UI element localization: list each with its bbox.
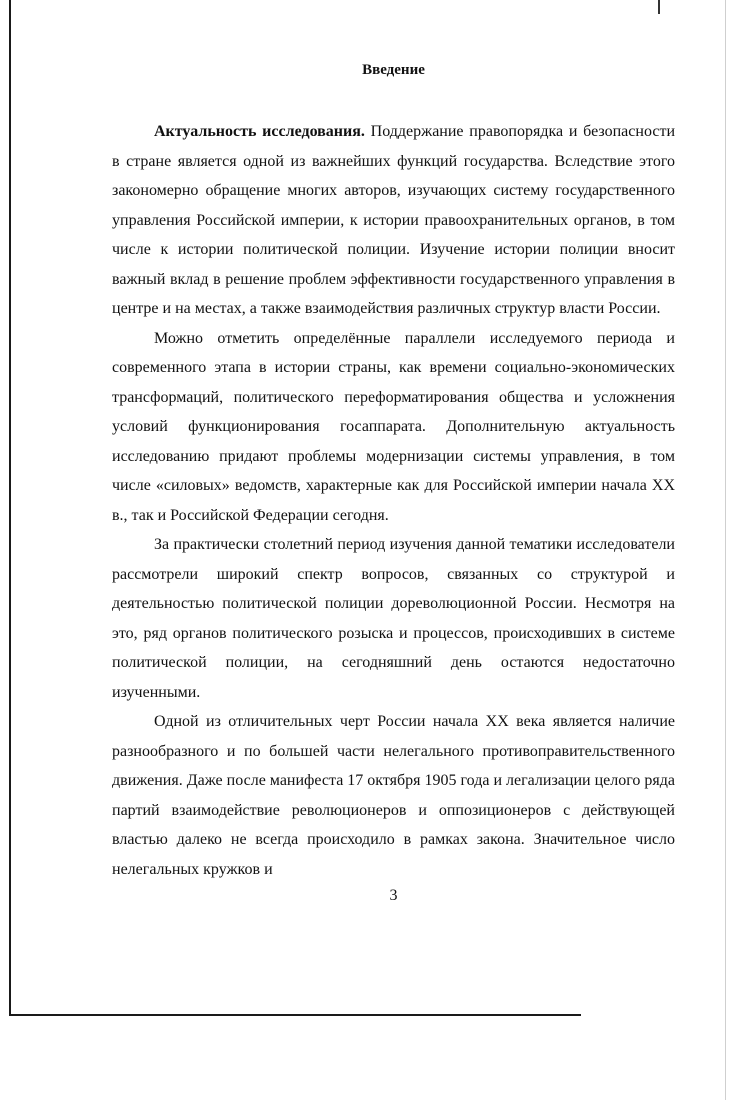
paragraph-relevance <box>112 117 675 324</box>
paragraph-text: Одной из отличительных черт России начала XX века является наличие разнообразного и по большей части нелегального противоправительственного движения. Даже после манифеста 17 октября 1905 года и легализации целого ряда партий взаимодействие революционеров и оппозиционеров с действующей властью далеко не всегда происходило в рамках закона. Значительное число нелегальных кружков и <box>112 713 675 878</box>
paragraph-text: Можно отметить определённые параллели исследуемого периода и современного этапа в истории страны, как времени социально-экономических трансформаций, политического переформатирования общества и усложнения условий функционирования госаппарата. Дополнительную актуальность исследованию придают проблемы модернизации системы управления, в том числе «силовых» ведомств, характерные как для Российской империи начала XX в., так и Российской Федерации сегодня. <box>112 329 675 524</box>
document-page <box>112 60 676 904</box>
paragraph <box>112 324 675 531</box>
scan-border-left <box>9 0 11 1016</box>
scan-edge-right <box>725 0 726 1100</box>
paragraph-text: За практически столетний период изучения данной тематики исследователи рассмотрели широкий спектр вопросов, связанных со структурой и деятельностью политической полиции дореволюционной России. Несмотря на это, ряд органов политического розыска и процессов, происходивших в системе политической полиции, на сегодняшний день остаются недостаточно изученными. <box>112 536 675 701</box>
paragraph-lead: Актуальность исследования. <box>154 123 365 140</box>
page-number: 3 <box>389 887 398 904</box>
paragraph <box>112 530 675 707</box>
scan-border-bottom <box>9 1014 581 1016</box>
paragraph <box>112 707 675 884</box>
paragraph-text: Поддержание правопорядка и безопасности в стране является одной из важнейших функций государства. Вследствие этого закономерно обращение многих авторов, изучающих систему государственного управления Российской империи, к истории правоохранительных органов, в том числе к истории политической полиции. Изучение истории полиции вносит важный вклад в решение проблем эффективности государственного управления в центре и на местах, а также взаимодействия различных структур власти России. <box>112 123 676 317</box>
page-title: Введение <box>362 62 425 78</box>
scan-mark-top <box>658 0 660 14</box>
